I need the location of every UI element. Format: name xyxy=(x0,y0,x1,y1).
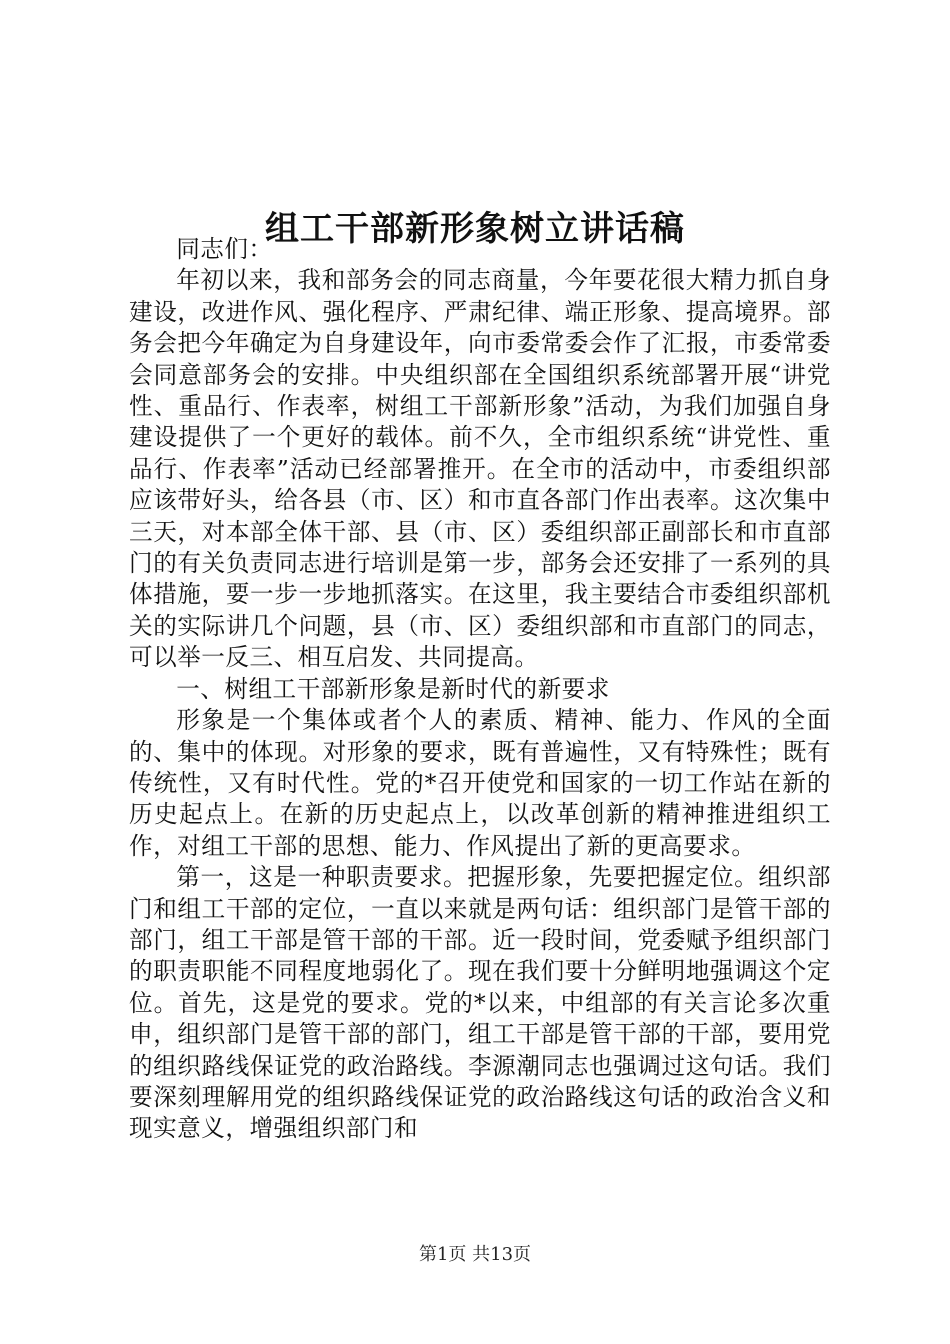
body-paragraph: 第一，这是一种职责要求。把握形象，先要把握定位。组织部门和组工干部的定位，一直以来就是两句话：组织部门是管干部的部门，组工干部是管干部的干部。近一段时间，党委赋予组织部门的职责职能不同程度地弱化了。现在我们要十分鲜明地强调这个定位。首先，这是党的要求。党的*以来，中组部的有关言论多次重申，组织部门是管干部的部门，组工干部是管干部的干部，要用党的组织路线保证党的政治路线。李源潮同志也强调过这句话。我们要深刻理解用党的组织路线保证党的政治路线这句话的政治含义和现实意义，增强组织部门和 xyxy=(129,863,831,1143)
document-body xyxy=(129,234,831,1145)
section-heading: 一、树组工干部新形象是新时代的新要求 xyxy=(176,674,610,703)
document-title: 组工干部新形象树立讲话稿 xyxy=(265,208,685,249)
body-paragraph: 年初以来，我和部务会的同志商量，今年要花很大精力抓自身建设，改进作风、强化程序、严肃纪律、端正形象、提高境界。部务会把今年确定为自身建设年，向市委常委会作了汇报，市委常委会同意部务会的安排。中央组织部在全国组织系统部署开展“讲党性、重品行、作表率，树组工干部新形象”活动，为我们加强自身建设提供了一个更好的载体。前不久，全市组织系统“讲党性、重品行、作表率”活动已经部署推开。在全市的活动中，市委组织部应该带好头，给各县（市、区）和市直各部门作出表率。这次集中三天，对本部全体干部、县（市、区）委组织部正副部长和市直部门的有关负责同志进行培训是第一步，部务会还安排了一系列的具体措施，要一步一步地抓落实。在这里，我主要结合市委组织部机关的实际讲几个问题，县（市、区）委组织部和市直部门的同志，可以举一反三、相互启发、共同提高。 xyxy=(129,266,831,672)
salutation-paragraph: 同志们： xyxy=(176,235,273,263)
page-number-footer: 第1页 共13页 xyxy=(418,1244,532,1265)
body-paragraph: 形象是一个集体或者个人的素质、精神、能力、作风的全面的、集中的体现。对形象的要求，既有普遍性，又有特殊性；既有传统性，又有时代性。党的*召开使党和国家的一切工作站在新的历史起点上。在新的历史起点上，以改革创新的精神推进组织工作，对组工干部的思想、能力、作风提出了新的更高要求。 xyxy=(129,706,831,860)
